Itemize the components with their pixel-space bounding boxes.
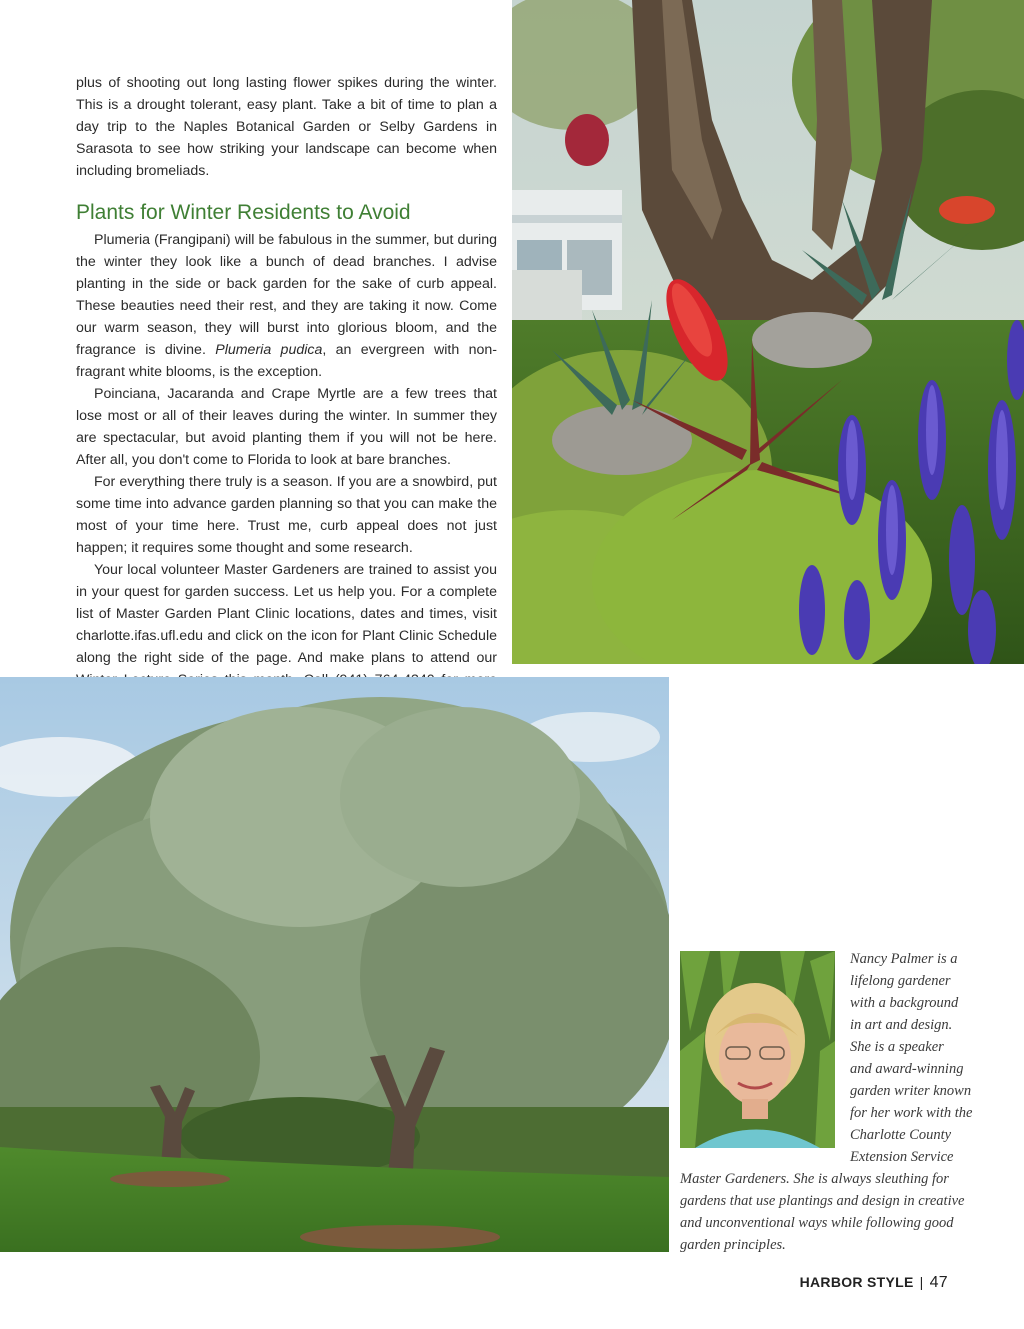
bio-line: gardens that use plantings and design in creative (680, 1193, 965, 1209)
paragraph-season: For everything there truly is a season. If you are a snowbird, put some time into advance garden planning so that you can make the most of your time here. Trust me, curb appeal does not just happen; it requires some thought and some research. (76, 474, 497, 556)
bio-line: Charlotte County (850, 1127, 952, 1143)
plumeria-text: Plumeria (Frangipani) will be fabulous in the summer, but during the winter they look like a bunch of dead branches. I advise planting in the side or back garden for the sake of curb appeal. These beauties need their rest, and they are taking it now. Come our warm season, they will burst into glorious bloom, and the fragrance is divine. (76, 232, 497, 358)
intro-paragraph: plus of shooting out long lasting flower spikes during the winter. This is a drought tolerant, easy plant. Take a bit of time to plan a day trip to the Naples Botanical Garden or Selby Gardens in Sarasota to see how striking your landscape can become when including bromeliads. (76, 75, 497, 179)
bio-line: garden principles. (680, 1237, 786, 1253)
master-gardeners-text: Your local volunteer Master Gardeners are trained to assist you in your quest for garden success. Let us help you. For a complete list of Master Garden Plant Clinic locations, dates and times, visit charlotte.ifas.ufl.edu and click on the icon for Plant Clinic Schedule along the right side of the page. And make plans to attend our (76, 562, 497, 666)
paragraph-poinciana: Poinciana, Jacaranda and Crape Myrtle are a few trees that lose most or all of their leaves during the winter. In summer they are spectacular, but avoid planting them if you will not be here. After all, you don't come to Florida to look at bare branches. (76, 386, 497, 468)
paragraph-plumeria (76, 229, 497, 383)
author-bio (680, 948, 980, 1256)
bio-line: with a background (850, 995, 959, 1011)
plumeria-pudica-name: Plumeria pudica (215, 342, 323, 358)
footer-separator: | (919, 1274, 924, 1290)
bio-line: Extension Service (850, 1149, 954, 1165)
bio-line: Master Gardeners. She is always sleuthing for (680, 1171, 949, 1187)
article-column (76, 72, 497, 713)
bio-line: garden writer known (850, 1083, 972, 1099)
bio-line: She is a speaker (850, 1039, 944, 1055)
plumeria-text-end: , an evergreen with non-fragrant white blooms, is the exception. (76, 342, 497, 380)
page-footer (800, 1274, 948, 1292)
bio-line: for her work with the (850, 1105, 973, 1121)
bio-line: and award-winning (850, 1061, 964, 1077)
publication-name: HARBOR STYLE (799, 1274, 914, 1290)
bio-line: in art and design. (850, 1017, 953, 1033)
page-number: 47 (929, 1274, 948, 1291)
bio-line: lifelong gardener (850, 973, 951, 989)
silver-tree-photo (0, 677, 669, 1252)
bio-line: and unconventional ways while following good (680, 1215, 954, 1231)
bio-line: Nancy Palmer is a (850, 951, 958, 967)
bromeliad-garden-photo (512, 0, 1024, 664)
section-heading: Plants for Winter Residents to Avoid (76, 201, 411, 224)
